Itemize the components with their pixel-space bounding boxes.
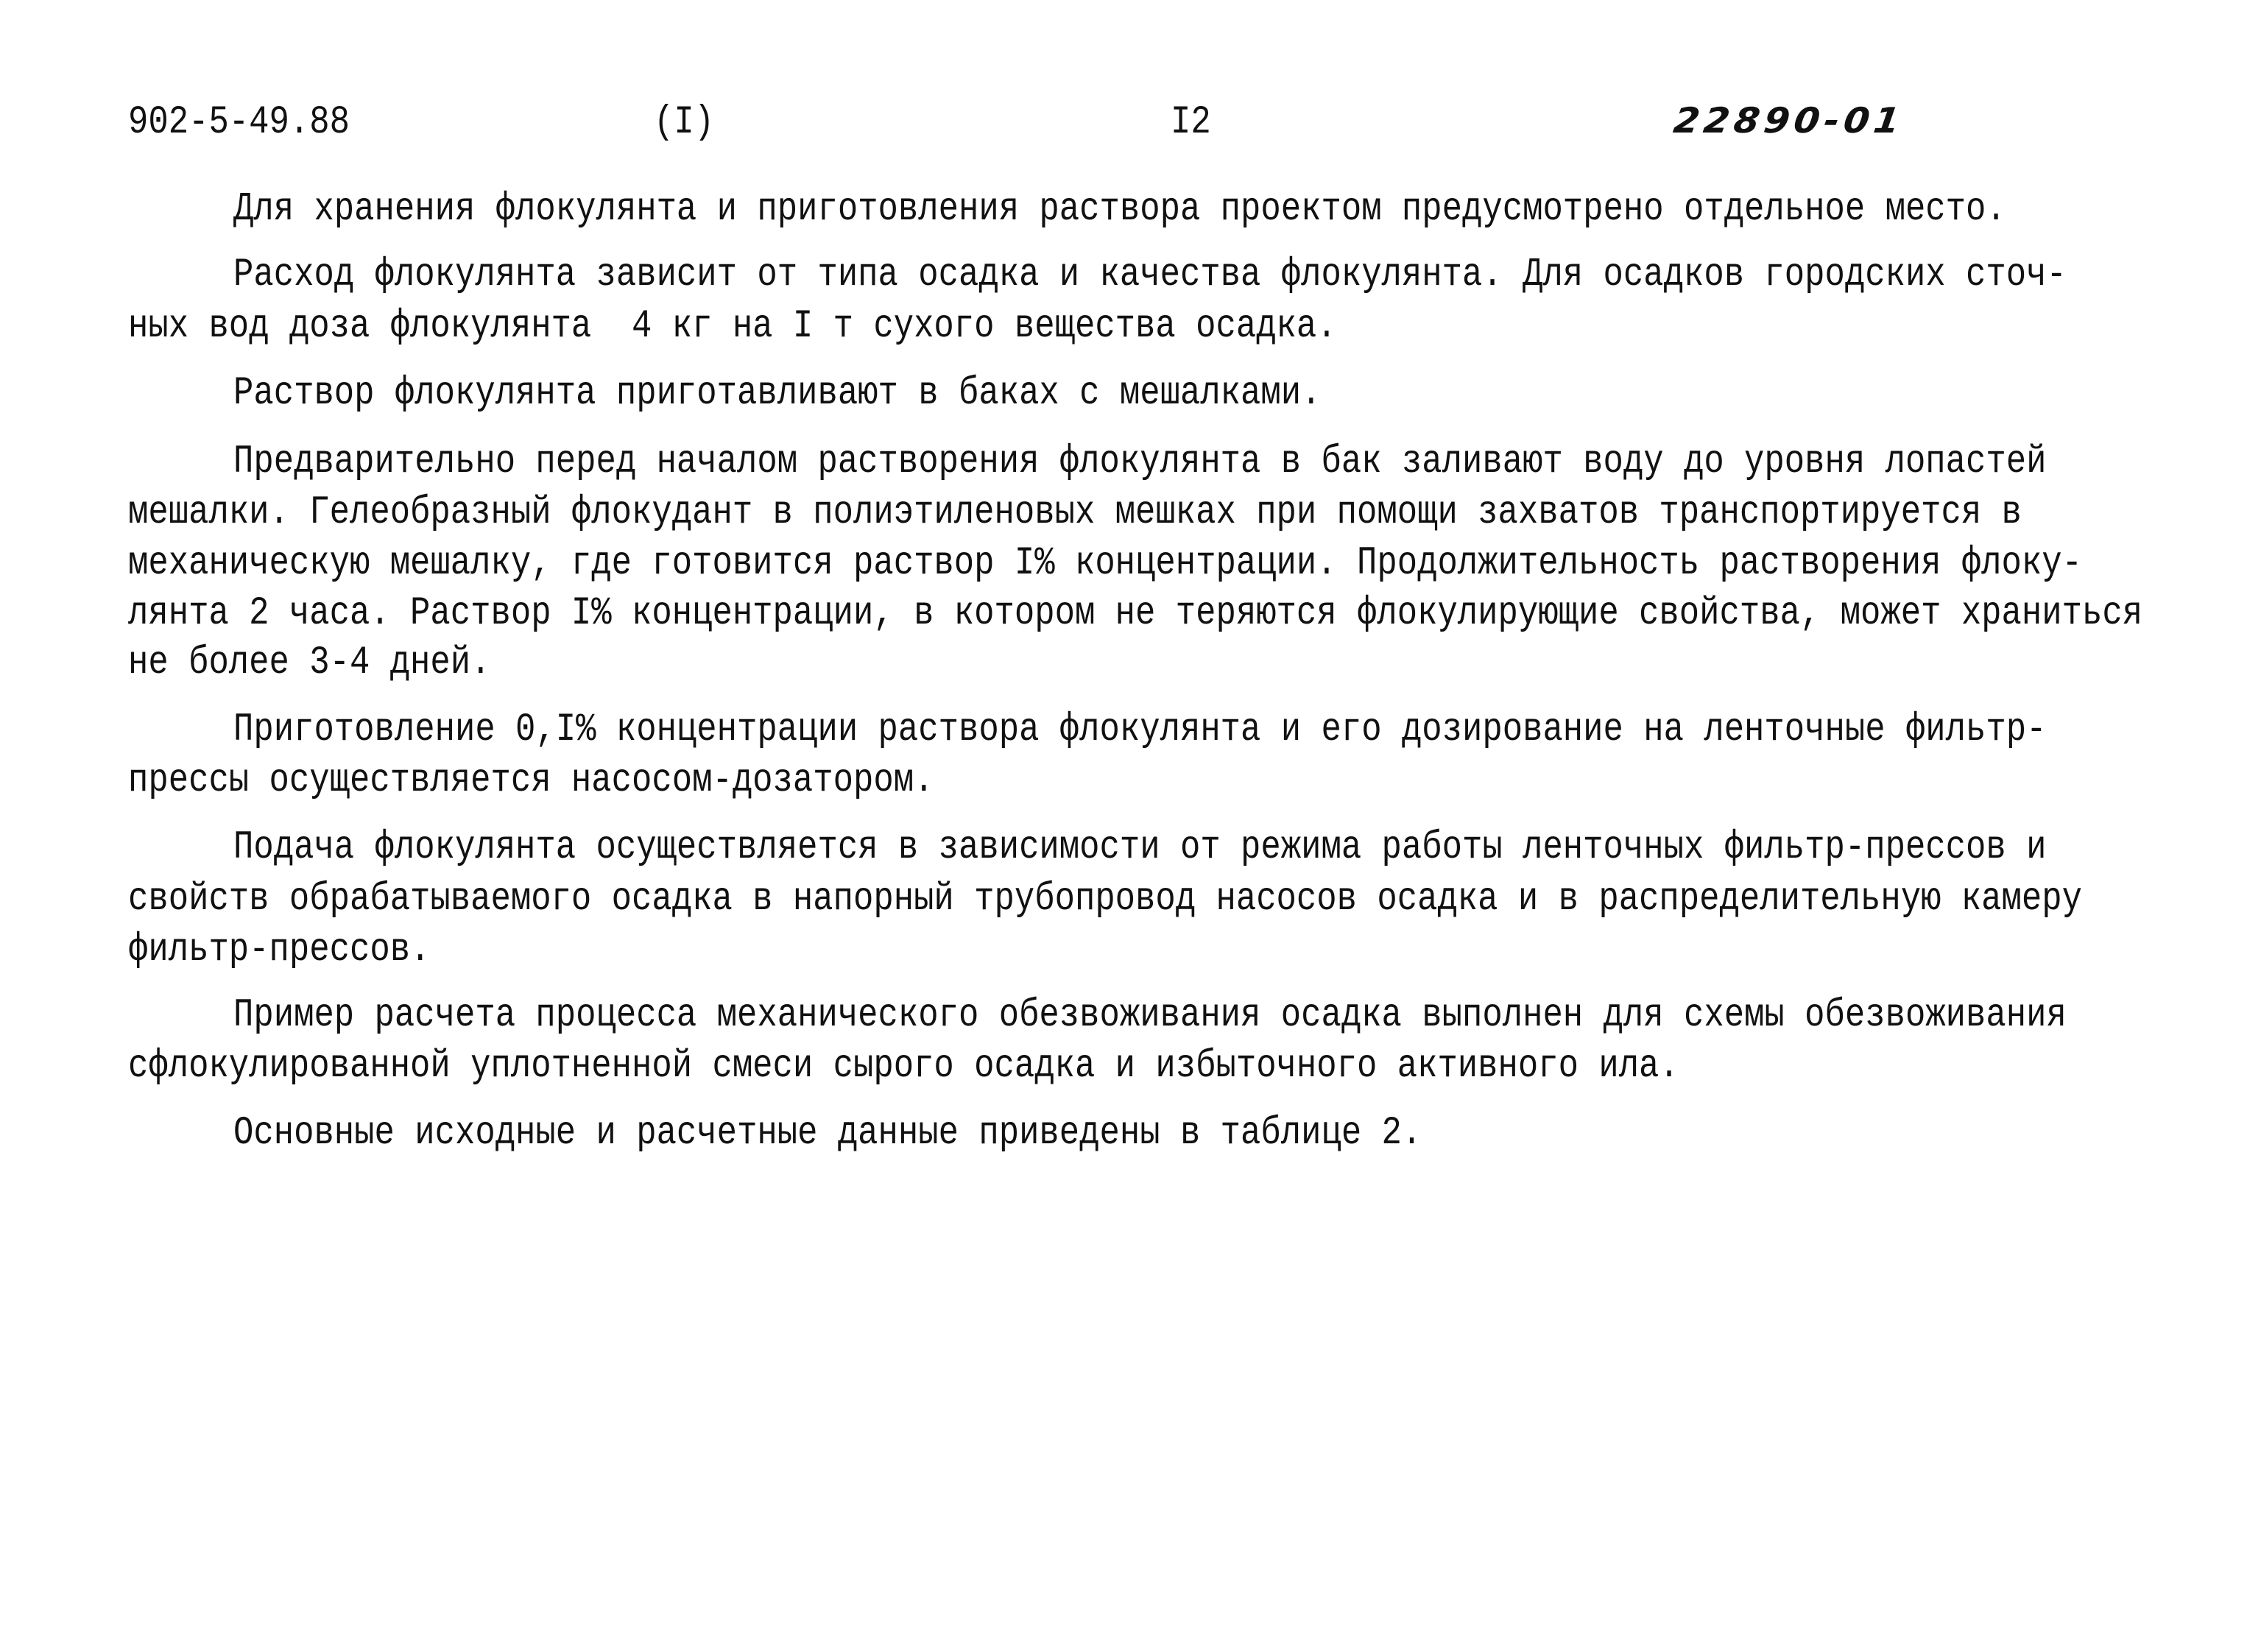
text-line: Предварительно перед началом растворения флокулянта в бак заливают воду до уровня лопастей <box>233 439 2047 484</box>
text-line: прессы осуществляется насосом-дозатором. <box>128 758 934 803</box>
text-line: не более 3-4 дней. <box>128 640 491 685</box>
archive-number: 22890-01 <box>1671 100 1907 141</box>
section-number: (I) <box>654 99 715 145</box>
text-line: Основные исходные и расчетные данные приведены в таблице 2. <box>233 1110 1422 1156</box>
text-line: сфлокулированной уплотненной смеси сырого осадка и избыточного активного ила. <box>128 1043 1679 1089</box>
document-code: 902-5-49.88 <box>128 99 350 145</box>
text-line: мешалки. Гелеобразный флокудант в полиэтиленовых мешках при помощи захватов транспортируется в <box>128 490 2022 535</box>
text-line: Пример расчета процесса механического обезвоживания осадка выполнен для схемы обезвоживания <box>233 992 2067 1038</box>
text-line: механическую мешалку, где готовится раствор I% концентрации. Продолжительность растворения флоку- <box>128 540 2082 586</box>
text-line: Для хранения флокулянта и приготовления раствора проектом предусмотрено отдельное место. <box>233 186 2006 232</box>
text-line: Раствор флокулянта приготавливают в баках с мешалками. <box>233 370 1322 416</box>
text-line: свойств обрабатываемого осадка в напорный трубопровод насосов осадка и в распределительную камеру <box>128 876 2082 922</box>
text-line: Приготовление 0,I% концентрации раствора флокулянта и его дозирование на ленточные фильтр- <box>233 707 2047 752</box>
text-line: фильтр-прессов. <box>128 927 431 973</box>
text-line: Расход флокулянта зависит от типа осадка и качества флокулянта. Для осадков городских сточ- <box>233 252 2067 297</box>
text-line: Подача флокулянта осуществляется в зависимости от режима работы ленточных фильтр-прессов и <box>233 825 2047 870</box>
text-line: лянта 2 часа. Раствор I% концентрации, в котором не теряются флокулирующие свойства, может храниться <box>128 590 2143 636</box>
text-line: ных вод доза флокулянта 4 кг на I т сухого вещества осадка. <box>128 303 1337 349</box>
page-number: I2 <box>1171 99 1211 145</box>
